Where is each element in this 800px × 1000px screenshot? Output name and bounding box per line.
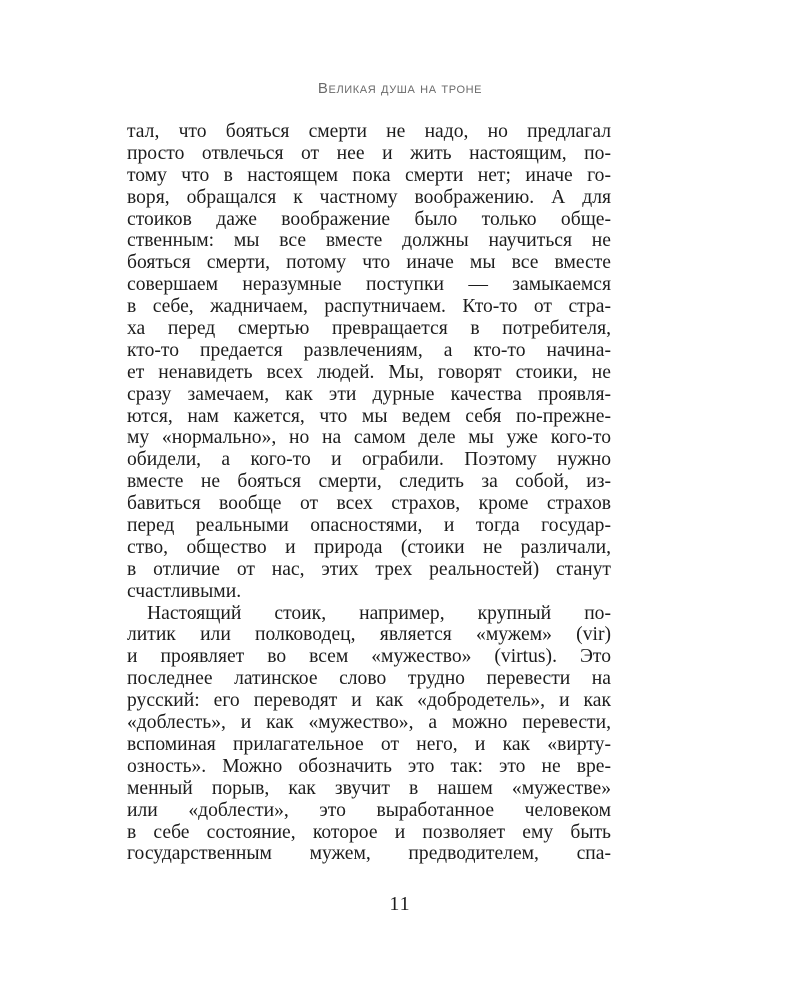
text-line: ет ненавидеть всех людей. Мы, говорят стоики, не bbox=[127, 361, 611, 383]
paragraph-2 bbox=[127, 603, 611, 866]
text-line: государственным мужем, предводителем, спа- bbox=[127, 843, 611, 865]
text-line: сразу замечаем, как эти дурные качества проявля- bbox=[127, 383, 611, 405]
text-line: озность». Можно обозначить это так: это не вре- bbox=[127, 755, 611, 777]
text-line: му «нормально», но на самом деле мы уже кого-то bbox=[127, 427, 611, 449]
text-line: ство, общество и природа (стоики не различали, bbox=[127, 536, 611, 558]
text-line: и проявляет во всем «мужество» (virtus). Это bbox=[127, 646, 611, 668]
text-line: в себе, жадничаем, распутничаем. Кто-то от стра- bbox=[127, 296, 611, 318]
text-line: в себе состояние, которое и позволяет ему быть bbox=[127, 821, 611, 843]
text-line: обидели, а кого-то и ограбили. Поэтому нужно bbox=[127, 449, 611, 471]
text-line: тому что в настоящем пока смерти нет; иначе го- bbox=[127, 164, 611, 186]
text-line: в отличие от нас, этих трех реальностей) станут bbox=[127, 558, 611, 580]
text-line: «доблесть», и как «мужество», а можно перевести, bbox=[127, 712, 611, 734]
text-line: ха перед смертью превращается в потребителя, bbox=[127, 318, 611, 340]
text-line: ются, нам кажется, что мы ведем себя по-прежне- bbox=[127, 405, 611, 427]
text-line: менный порыв, как звучит в нашем «мужестве» bbox=[127, 777, 611, 799]
text-line: счастливыми. bbox=[127, 580, 242, 602]
paragraph-1 bbox=[127, 121, 611, 603]
text-line: просто отвлечься от нее и жить настоящим, по- bbox=[127, 142, 611, 164]
text-line: Настоящий стоик, например, крупный по- bbox=[147, 602, 611, 624]
text-line: последнее латинское слово трудно перевести на bbox=[127, 668, 611, 690]
text-line: кто-то предается развлечениям, а кто-то начина- bbox=[127, 339, 611, 361]
text-line: воря, обращался к частному воображению. А для bbox=[127, 186, 611, 208]
body-text bbox=[127, 121, 611, 865]
text-line: совершаем неразумные поступки — замыкаемся bbox=[127, 274, 611, 296]
text-line: ственным: мы все вместе должны научиться не bbox=[127, 230, 611, 252]
text-line: русский: его переводят и как «добродетель», и как bbox=[127, 690, 611, 712]
text-line: стоиков даже воображение было только обще- bbox=[127, 208, 611, 230]
text-line: или «доблести», это выработанное человеком bbox=[127, 799, 611, 821]
text-line: литик или полководец, является «мужем» (vir) bbox=[127, 624, 611, 646]
text-line: перед реальными опасностями, и тогда государ- bbox=[127, 515, 611, 537]
text-line: бавиться вообще от всех страхов, кроме страхов bbox=[127, 493, 611, 515]
page-number: 11 bbox=[389, 893, 411, 915]
text-line: вспоминая прилагательное от него, и как «вирту- bbox=[127, 733, 611, 755]
text-line: вместе не бояться смерти, следить за собой, из- bbox=[127, 471, 611, 493]
text-line: тал, что бояться смерти не надо, но предлагал bbox=[127, 121, 611, 142]
running-title: Великая душа на троне bbox=[317, 80, 483, 97]
text-line: бояться смерти, потому что иначе мы все вместе bbox=[127, 252, 611, 274]
